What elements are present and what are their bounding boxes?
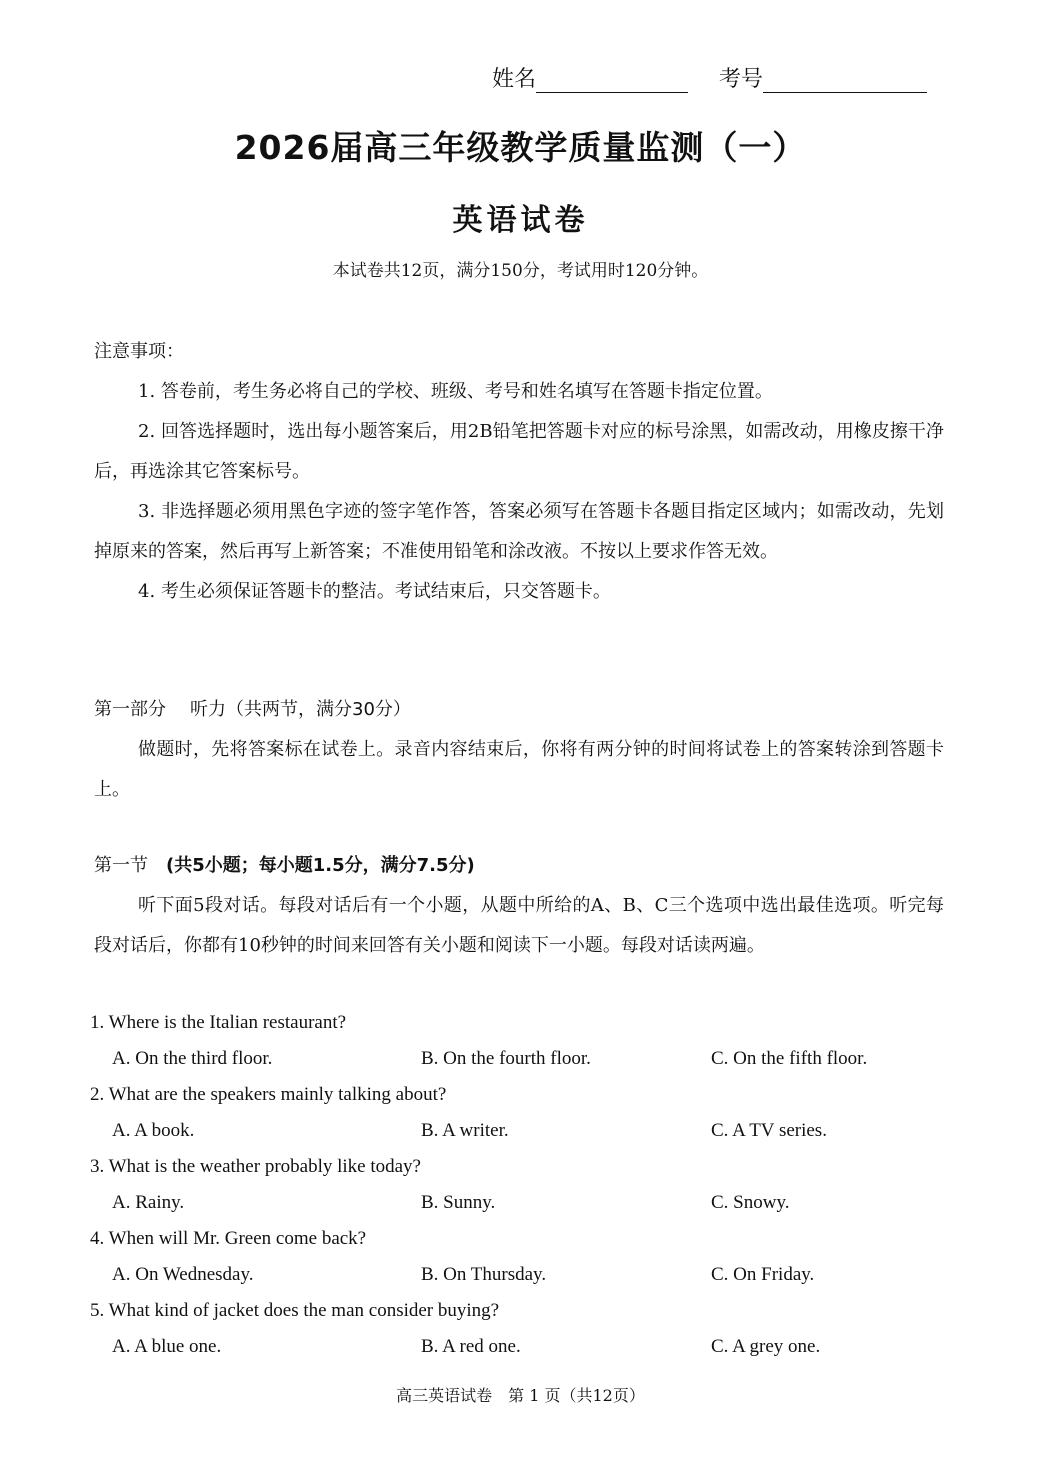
section-one-detail: (共5小题；每小题1.5分，满分7.5分) [166, 855, 475, 876]
option-b: B. On the fourth floor. [421, 1048, 591, 1069]
exam-subtitle: 英语试卷 [452, 203, 589, 238]
student-info-row [492, 62, 927, 93]
option-a: A. A blue one. [112, 1336, 222, 1357]
option-a: A. Rainy. [112, 1192, 185, 1213]
exam-title: 2026届高三年级教学质量监测（一） [234, 128, 807, 167]
note-item: 2. 回答选择题时，选出每小题答案后，用2B铅笔把答题卡对应的标号涂黑，如需改动，用橡皮擦干净后，再选涂其它答案标号。 [94, 421, 944, 482]
page-footer: 高三英语试卷 第 1 页（共12页） [396, 1386, 645, 1405]
option-b: B. Sunny. [421, 1192, 496, 1213]
section-one-label: 第一节 [94, 855, 148, 876]
section-one-intro: 听下面5段对话。每段对话后有一个小题，从题中所给的A、B、C三个选项中选出最佳选项。听完每段对话后，你都有10秒钟的时间来回答有关小题和阅读下一小题。每段对话读两遍。 [94, 895, 944, 956]
question-item [90, 1296, 950, 1368]
exam-info: 本试卷共12页，满分150分，考试用时120分钟。 [332, 261, 709, 281]
part-one-intro: 做题时，先将答案标在试卷上。录音内容结束后，你将有两分钟的时间将试卷上的答案转涂到答题卡上。 [94, 739, 944, 800]
exam-number-blank [763, 68, 927, 93]
question-stem: 1. Where is the Italian restaurant? [90, 1012, 347, 1033]
question-stem: 5. What kind of jacket does the man consider buying? [90, 1300, 500, 1321]
option-b: B. A red one. [421, 1336, 521, 1357]
option-c: C. Snowy. [711, 1192, 790, 1213]
question-item [90, 1080, 950, 1152]
question-item [90, 1224, 950, 1296]
note-item: 4. 考生必须保证答题卡的整洁。考试结束后，只交答题卡。 [138, 581, 611, 602]
question-stem: 2. What are the speakers mainly talking about? [90, 1084, 447, 1105]
part-one-section [94, 690, 944, 810]
option-c: C. A grey one. [711, 1336, 821, 1357]
question-stem: 3. What is the weather probably like today? [90, 1156, 421, 1177]
note-item: 3. 非选择题必须用黑色字迹的签字笔作答，答案必须写在答题卡各题目指定区域内；如需改动，先划掉原来的答案，然后再写上新答案；不准使用铅笔和涂改液。不按以上要求作答无效。 [94, 501, 944, 562]
notes-heading: 注意事项： [94, 341, 184, 362]
option-a: A. On Wednesday. [112, 1264, 254, 1285]
section-one-heading [94, 846, 944, 886]
option-a: A. A book. [112, 1120, 195, 1141]
option-c: C. On the fifth floor. [711, 1048, 868, 1069]
name-blank [536, 68, 688, 93]
option-c: C. On Friday. [711, 1264, 815, 1285]
exam-number-label: 考号 [719, 67, 764, 92]
option-b: B. On Thursday. [421, 1264, 547, 1285]
question-item [90, 1152, 950, 1224]
section-one [94, 846, 944, 966]
part-one-title: 听力（共两节，满分30分） [190, 699, 411, 720]
question-item [90, 1008, 950, 1080]
name-label: 姓名 [492, 67, 537, 92]
option-a: A. On the third floor. [112, 1048, 273, 1069]
option-c: C. A TV series. [711, 1120, 827, 1141]
part-one-heading [94, 690, 944, 730]
notes-section [94, 332, 944, 612]
option-b: B. A writer. [421, 1120, 509, 1141]
question-stem: 4. When will Mr. Green come back? [90, 1228, 367, 1249]
note-item: 1. 答卷前，考生务必将自己的学校、班级、考号和姓名填写在答题卡指定位置。 [138, 381, 773, 402]
question-list [90, 1008, 950, 1368]
part-one-label: 第一部分 [94, 699, 166, 720]
